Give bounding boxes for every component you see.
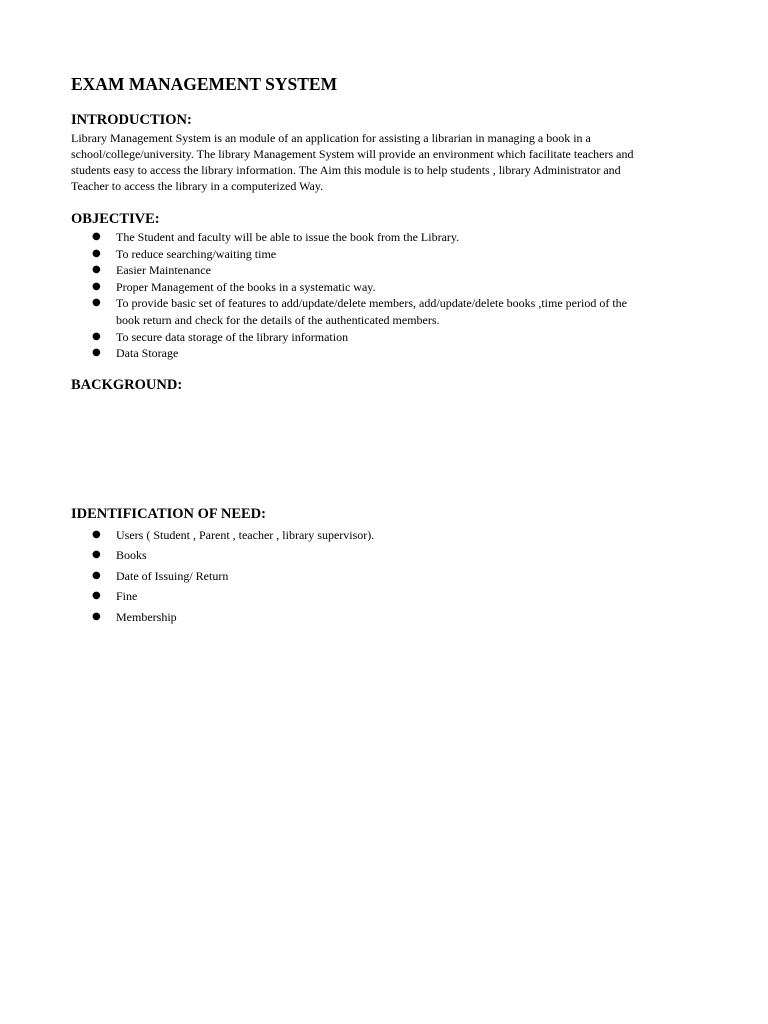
list-item-text: Membership <box>116 609 177 624</box>
bullet-dot-icon: ● <box>92 529 101 540</box>
list-item-text: To secure data storage of the library information <box>116 329 349 344</box>
list-item-text: Fine <box>116 589 138 604</box>
identification-of-need-list <box>71 527 701 629</box>
list-item-text: Proper Management of the books in a systematic way. <box>116 279 376 294</box>
background-heading: BACKGROUND: <box>71 377 183 393</box>
bullet-dot-icon: ● <box>92 330 101 342</box>
bullet-dot-icon: ● <box>92 590 101 602</box>
objective-heading: OBJECTIVE: <box>71 211 160 227</box>
bullet-dot-icon: ● <box>92 549 101 561</box>
list-item <box>71 279 701 296</box>
bullet-dot-icon: ● <box>92 610 101 622</box>
introduction-paragraph <box>71 130 701 194</box>
list-item <box>71 609 701 625</box>
bullet-dot-icon: ● <box>92 569 101 581</box>
list-item-text: The Student and faculty will be able to issue the book from the Library. <box>116 230 460 244</box>
list-item <box>71 547 701 563</box>
identification-of-need-heading: IDENTIFICATION OF NEED: <box>71 506 266 522</box>
document-title: EXAM MANAGEMENT SYSTEM <box>71 74 338 94</box>
bullet-dot-icon: ● <box>92 297 101 309</box>
objective-list <box>71 229 701 362</box>
bullet-dot-icon: ● <box>92 247 101 259</box>
bullet-dot-icon: ● <box>92 231 101 242</box>
list-item-text: Books <box>116 548 147 563</box>
introduction-line: Teacher to access the library in a computerized Way. <box>71 179 324 193</box>
introduction-line: students easy to access the library information. The Aim this module is to help students , library Administrator and <box>71 163 621 177</box>
list-item-text: Users ( Student , Parent , teacher , library supervisor). <box>116 528 375 542</box>
list-item-text: Data Storage <box>116 346 179 361</box>
list-item <box>71 329 701 346</box>
list-item <box>71 295 701 328</box>
list-item <box>71 527 701 543</box>
list-item-text: To reduce searching/waiting time <box>116 246 277 261</box>
list-item-text: book return and check for the details of the authenticated members. <box>116 312 440 327</box>
list-item <box>71 588 701 604</box>
list-item-text: To provide basic set of features to add/update/delete members, add/update/delete books ,time period of the <box>116 296 627 311</box>
list-item <box>71 345 701 362</box>
list-item-text: Easier Maintenance <box>116 263 211 278</box>
list-item <box>71 262 701 279</box>
list-item <box>71 246 701 263</box>
bullet-dot-icon: ● <box>92 264 101 276</box>
bullet-dot-icon: ● <box>92 347 101 359</box>
introduction-line: Library Management System is an module of an application for assisting a librarian in managing a book in a <box>71 131 591 145</box>
list-item <box>71 568 701 584</box>
list-item-text: Date of Issuing/ Return <box>116 568 229 583</box>
list-item <box>71 229 701 246</box>
introduction-heading: INTRODUCTION: <box>71 112 192 128</box>
introduction-line: school/college/university. The library Management System will provide an environment which facilitate teachers and <box>71 147 634 161</box>
bullet-dot-icon: ● <box>92 280 101 292</box>
